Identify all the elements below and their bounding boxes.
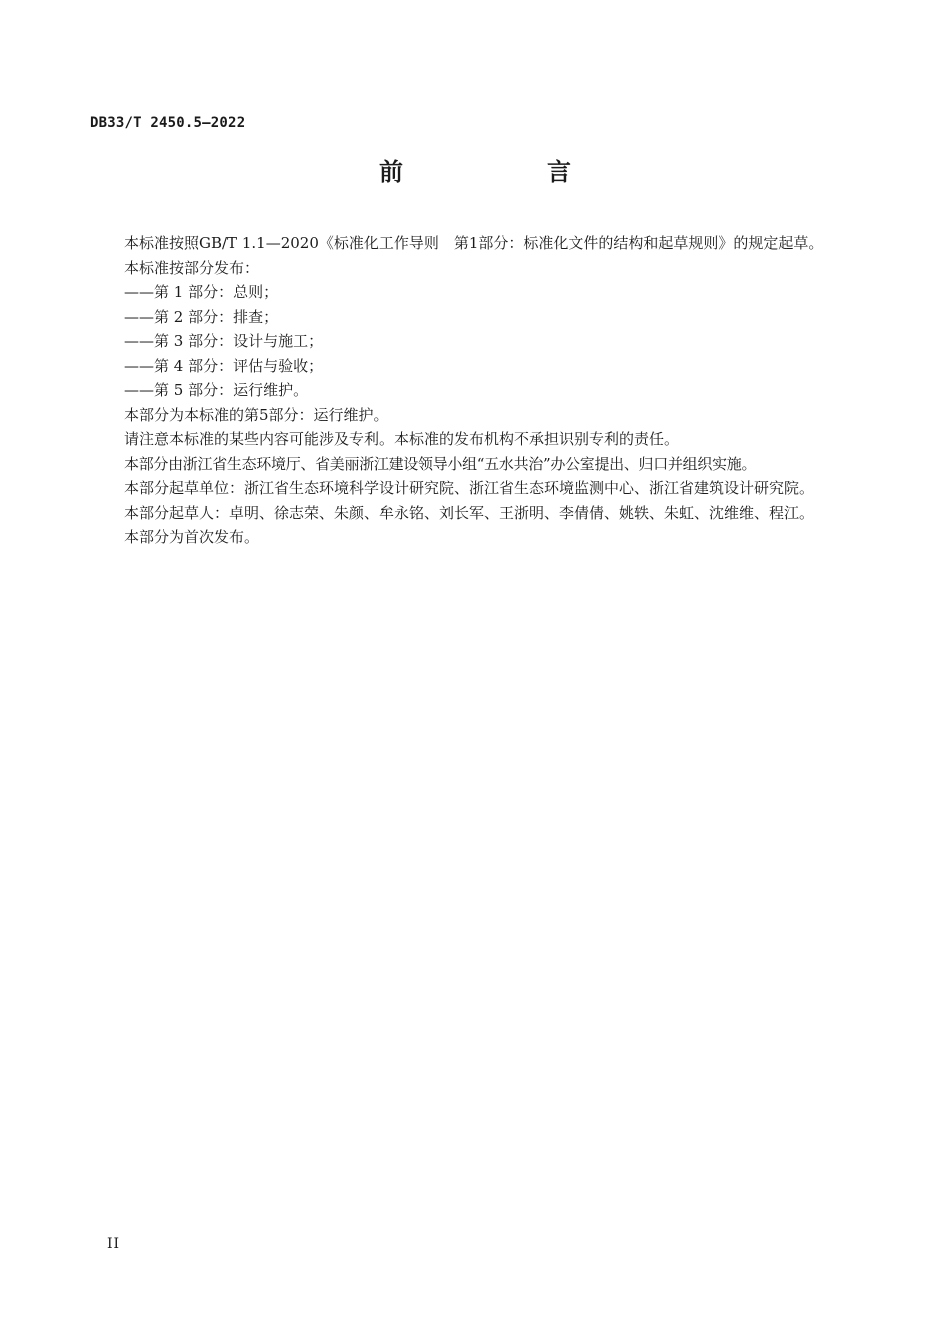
paragraph-proposer: 本部分由浙江省生态环境厅、省美丽浙江建设领导小组“五水共治”办公室提出、归口并组织实施。 xyxy=(124,454,757,473)
page-number: II xyxy=(107,1236,121,1252)
list-item-part-3: ——第 3 部分：设计与施工； xyxy=(124,332,324,350)
list-item-part-4: ——第 4 部分：评估与验收； xyxy=(124,356,324,375)
document-body xyxy=(90,231,842,550)
paragraph-parts-intro: 本标准按部分发布： xyxy=(124,258,260,277)
list-item-part-2: ——第 2 部分：排查； xyxy=(124,307,279,326)
list-item-part-5: ——第 5 部分：运行维护。 xyxy=(124,381,309,399)
paragraph-drafters: 本部分起草人：卓明、徐志荣、朱颜、牟永铭、刘长军、王浙明、李倩倩、姚轶、朱虹、沈维维、程江。 xyxy=(124,503,815,522)
paragraph-patent-notice: 请注意本标准的某些内容可能涉及专利。本标准的发布机构不承担识别专利的责任。 xyxy=(124,430,680,448)
paragraph-first-release: 本部分为首次发布。 xyxy=(124,528,260,546)
list-item-part-1: ——第 1 部分：总则； xyxy=(124,283,279,301)
standard-code: DB33/T 2450.5—2022 xyxy=(90,115,246,131)
paragraph-drafting-basis: 本标准按照GB/T 1.1—2020《标准化工作导则 第1部分：标准化文件的结构和起草规则》的规定起草。 xyxy=(124,234,824,252)
paragraph-this-part: 本部分为本标准的第5部分：运行维护。 xyxy=(124,405,389,424)
paragraph-drafting-units: 本部分起草单位：浙江省生态环境科学设计研究院、浙江省生态环境监测中心、浙江省建筑设计研究院。 xyxy=(124,479,815,497)
page-title: 前 言 xyxy=(379,158,631,186)
